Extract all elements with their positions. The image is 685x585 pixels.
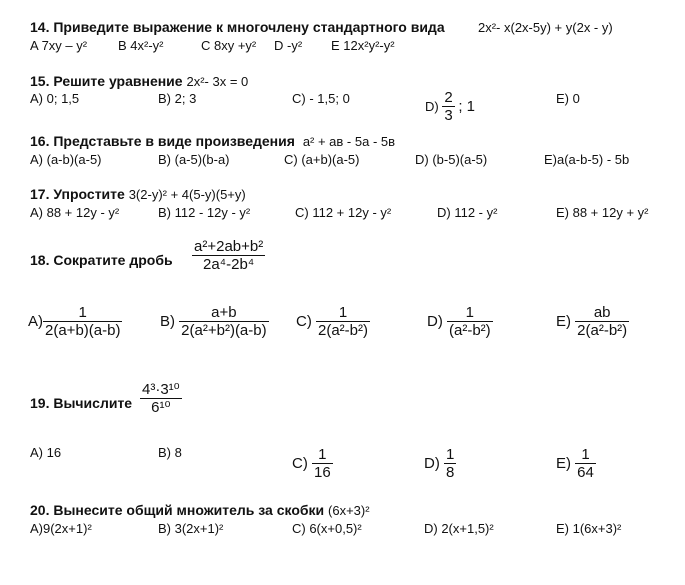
q20-number: 20. (30, 502, 50, 518)
question-19 (30, 395, 132, 411)
q20-option-b[interactable]: B) 3(2x+1)² (158, 521, 224, 536)
q18-option-a-numerator: 1 (43, 304, 122, 322)
q15-expression: 2x²- 3x = 0 (186, 74, 249, 89)
q18-numerator: a²+2ab+b² (194, 238, 264, 255)
q14-option-a[interactable]: A 7xy – y² (30, 38, 88, 53)
question-17 (30, 186, 246, 202)
q19-option-d-label: D) (424, 455, 440, 472)
q18-option-d-numerator: 1 (447, 304, 493, 322)
q18-option-e-numerator: ab (575, 304, 629, 322)
q15-option-d-numerator: 2 (444, 89, 453, 106)
q18-option-c-label: C) (296, 313, 312, 330)
q16-option-a[interactable]: A) (a-b)(a-5) (30, 152, 102, 167)
q15-option-d-denominator: 3 (444, 107, 453, 124)
q18-option-b-label: B) (160, 313, 175, 330)
q18-option-e[interactable] (556, 304, 629, 339)
q18-denominator: 2a⁴-2b⁴ (202, 256, 255, 273)
q17-option-c[interactable]: C) 112 + 12y - y² (295, 205, 392, 220)
q15-number: 15. (30, 73, 50, 89)
q15-option-c[interactable]: C) - 1,5; 0 (292, 91, 350, 106)
q19-text: Вычислите (53, 395, 133, 411)
q18-fraction (192, 238, 265, 273)
q19-option-e-denominator: 64 (577, 464, 594, 481)
q18-option-d-label: D) (427, 313, 443, 330)
q14-option-c[interactable]: C 8xy +y² (201, 38, 257, 53)
q15-option-e[interactable]: E) 0 (556, 91, 580, 106)
q17-expression: 3(2-y)² + 4(5-y)(5+y) (128, 187, 246, 202)
q18-option-e-label: E) (556, 313, 571, 330)
q18-option-a[interactable] (28, 304, 122, 339)
q15-option-d-fraction (442, 89, 454, 124)
q19-option-b[interactable]: B) 8 (158, 445, 182, 460)
question-18 (30, 252, 173, 268)
q19-option-d[interactable] (424, 446, 456, 481)
q19-option-d-numerator: 1 (446, 446, 455, 463)
q20-option-c[interactable]: C) 6(x+0,5)² (292, 521, 362, 536)
question-15 (30, 73, 248, 89)
q16-number: 16. (30, 133, 50, 149)
q20-text: Вынесите общий множитель за скобки (53, 502, 325, 518)
q18-option-c-numerator: 1 (316, 304, 370, 322)
q16-option-c[interactable]: C) (a+b)(a-5) (284, 152, 360, 167)
q18-option-c[interactable] (296, 304, 370, 339)
q19-option-d-denominator: 8 (446, 464, 455, 481)
q18-option-b-numerator: a+b (179, 304, 268, 322)
q18-option-e-denominator: 2(a²-b²) (577, 322, 628, 339)
q18-text: Сократите дробь (53, 252, 173, 268)
q16-expression: a² + aв - 5a - 5в (302, 134, 396, 149)
q19-option-e-label: E) (556, 455, 571, 472)
q18-option-d-denominator: (a²-b²) (449, 322, 491, 339)
q16-option-e[interactable]: E)a(a-b-5) - 5b (544, 152, 630, 167)
q16-text: Представьте в виде произведения (53, 133, 295, 149)
q19-option-c-denominator: 16 (314, 464, 331, 481)
q17-number: 17. (30, 186, 50, 202)
q15-option-d[interactable] (425, 89, 475, 124)
question-20 (30, 502, 370, 518)
q19-option-a[interactable]: A) 16 (30, 445, 62, 460)
question-14 (30, 19, 445, 35)
q18-option-a-label: A) (28, 313, 43, 330)
q14-number: 14. (30, 19, 50, 35)
q14-option-b[interactable]: B 4x²-y² (118, 38, 164, 53)
q20-expression: (6x+3)² (328, 503, 370, 518)
q20-option-d[interactable]: D) 2(x+1,5)² (424, 521, 494, 536)
q15-option-d-label: D) (425, 99, 439, 114)
q14-expression: 2x²- x(2x-5y) + y(2x - y) (478, 20, 613, 35)
q17-option-b[interactable]: B) 112 - 12y - y² (158, 205, 251, 220)
q17-option-d[interactable]: D) 112 - y² (437, 205, 498, 220)
q20-option-e[interactable]: E) 1(6x+3)² (556, 521, 622, 536)
q17-option-a[interactable]: A) 88 + 12y - y² (30, 205, 120, 220)
q15-text: Решите уравнение (53, 73, 183, 89)
q17-text: Упростите (53, 186, 125, 202)
q17-option-e[interactable]: E) 88 + 12y + y² (556, 205, 649, 220)
q19-fraction (140, 381, 182, 416)
q14-option-e[interactable]: E 12x²y²-y² (331, 38, 395, 53)
q15-option-b[interactable]: B) 2; 3 (158, 91, 197, 106)
q14-option-d[interactable]: D -y² (274, 38, 303, 53)
q19-option-c-label: C) (292, 455, 308, 472)
q16-option-b[interactable]: B) (a-5)(b-a) (158, 152, 230, 167)
q15-option-a[interactable]: A) 0; 1,5 (30, 91, 80, 106)
q14-text: Приведите выражение к многочлену стандартного вида (53, 19, 445, 35)
q19-number: 19. (30, 395, 50, 411)
q15-option-d-tail: ; 1 (458, 98, 475, 115)
q19-denominator: 6¹⁰ (151, 399, 171, 416)
q18-option-d[interactable] (427, 304, 493, 339)
q19-option-e[interactable] (556, 446, 596, 481)
q19-option-e-numerator: 1 (575, 446, 596, 464)
q18-option-a-denominator: 2(a+b)(a-b) (45, 322, 121, 339)
q18-option-c-denominator: 2(a²-b²) (318, 322, 369, 339)
q19-option-c-numerator: 1 (312, 446, 333, 464)
q18-option-b-denominator: 2(a²+b²)(a-b) (181, 322, 267, 339)
q19-numerator: 4³·3¹⁰ (142, 381, 180, 398)
q16-option-d[interactable]: D) (b-5)(a-5) (415, 152, 488, 167)
q18-option-b[interactable] (160, 304, 269, 339)
question-16 (30, 133, 395, 149)
q19-option-c[interactable] (292, 446, 333, 481)
q18-number: 18. (30, 252, 50, 268)
q20-option-a[interactable]: A)9(2x+1)² (30, 521, 92, 536)
